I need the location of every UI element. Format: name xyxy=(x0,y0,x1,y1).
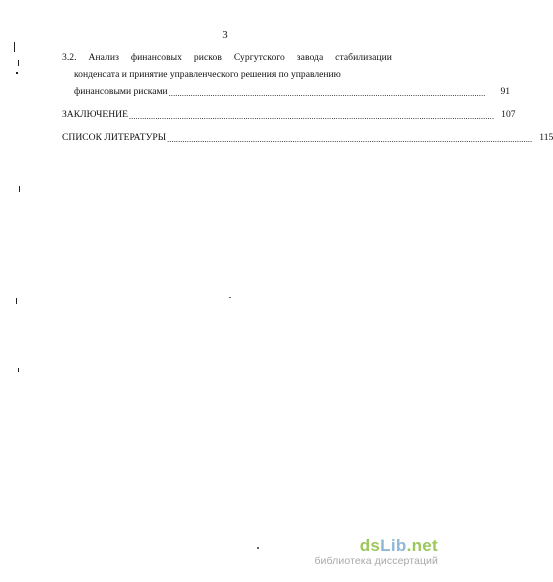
scan-speck xyxy=(257,547,259,549)
toc-entry-3-2-page: 91 xyxy=(500,86,511,97)
toc-leader-dots: ................................................................................................................................................ xyxy=(168,89,486,98)
toc-entry-conclusion-page: 107 xyxy=(501,109,516,120)
scan-mark xyxy=(16,298,17,304)
scan-speck xyxy=(229,297,231,298)
scan-mark xyxy=(16,72,18,74)
scan-mark xyxy=(18,368,19,372)
dslib-logo-subtitle: библиотека диссертаций xyxy=(314,555,438,567)
scan-mark xyxy=(14,42,15,52)
scan-mark xyxy=(19,186,20,192)
scan-mark xyxy=(18,60,19,66)
toc-entry-3-2-line-3 xyxy=(62,83,511,100)
toc-leader-dots: ...................................................................................................................................................................... xyxy=(128,112,495,121)
toc-entry-3-2[interactable] xyxy=(62,49,511,100)
toc-entry-3-2-line-2: конденсата и принятие управленческого решения по управлению xyxy=(74,69,341,80)
toc-entry-references-label: СПИСОК ЛИТЕРАТУРЫ xyxy=(62,132,167,143)
table-of-contents xyxy=(62,49,553,146)
toc-entry-conclusion-label: ЗАКЛЮЧЕНИЕ xyxy=(62,109,128,120)
dslib-watermark-logo xyxy=(308,537,438,568)
page-number: 3 xyxy=(222,30,228,41)
toc-entry-references-page: 115 xyxy=(539,132,553,143)
toc-entry-conclusion[interactable] xyxy=(62,106,516,123)
toc-entry-3-2-line-1: 3.2. Анализ финансовых рисков Сургутского завода стабилизации xyxy=(62,52,392,63)
toc-entry-references[interactable] xyxy=(62,129,553,146)
toc-entry-3-2-line-3-text: финансовыми рисками xyxy=(74,86,168,97)
dslib-logo-wordmark: dsLib.net xyxy=(359,536,438,555)
toc-leader-dots: ...................................................................................................................................................................... xyxy=(167,135,533,144)
